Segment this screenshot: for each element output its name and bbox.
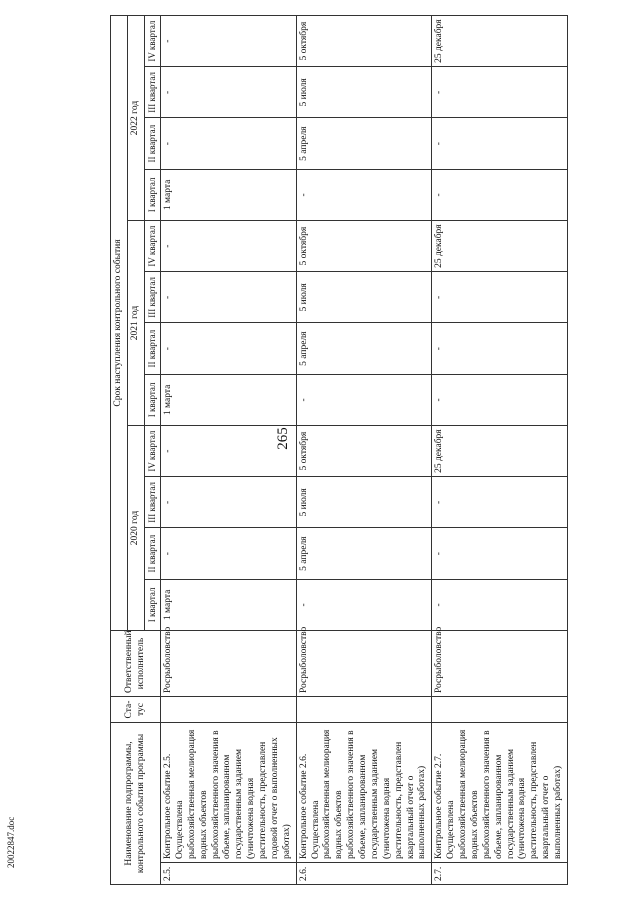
- header-quarter: I квартал: [144, 579, 160, 630]
- deadline-cell: 5 апреля: [296, 323, 432, 374]
- deadline-cell: -: [161, 323, 297, 374]
- header-year-2022: 2022 год: [127, 16, 144, 221]
- header-quarter: III квартал: [144, 272, 160, 323]
- event-status: [296, 697, 432, 723]
- deadline-cell: 1 марта: [161, 579, 297, 630]
- control-events-table: [110, 15, 568, 885]
- header-quarter: II квартал: [144, 323, 160, 374]
- deadline-cell: -: [296, 579, 432, 630]
- deadline-cell: 5 июля: [296, 67, 432, 118]
- deadline-cell: 5 апреля: [296, 528, 432, 579]
- table-row: [432, 16, 568, 885]
- header-quarter: I квартал: [144, 374, 160, 425]
- deadline-cell: -: [161, 16, 297, 67]
- deadline-cell: -: [432, 272, 568, 323]
- deadline-cell: -: [161, 426, 297, 477]
- header-executor-column: Ответственный исполнитель: [111, 631, 161, 697]
- deadline-cell: -: [432, 528, 568, 579]
- deadline-cell: -: [432, 374, 568, 425]
- deadline-cell: -: [161, 221, 297, 272]
- deadline-cell: -: [432, 477, 568, 528]
- deadline-cell: -: [432, 67, 568, 118]
- event-name: Контрольное событие 2.5. Осуществлена рыбохозяйственная мелиорация водных объектов рыбохозяйственного значения в объеме, запланированном государственным заданием (уничтожена водная растительность, представлен годовой отчет о выполненных работах): [161, 723, 297, 863]
- header-quarter: IV квартал: [144, 426, 160, 477]
- header-quarter: II квартал: [144, 528, 160, 579]
- header-year-2020: 2020 год: [127, 426, 144, 631]
- header-deadline-group: Срок наступления контрольного события: [111, 16, 128, 631]
- deadline-cell: 25 декабря: [432, 16, 568, 67]
- deadline-cell: -: [432, 579, 568, 630]
- deadline-cell: -: [432, 323, 568, 374]
- deadline-cell: -: [161, 528, 297, 579]
- header-quarter: IV квартал: [144, 16, 160, 67]
- row-number: 2.7.: [432, 863, 568, 885]
- table-body: [161, 16, 568, 885]
- deadline-cell: 5 июля: [296, 477, 432, 528]
- header-quarter: III квартал: [144, 67, 160, 118]
- row-number: 2.6.: [296, 863, 432, 885]
- deadline-cell: 5 апреля: [296, 118, 432, 169]
- document-footer: 20022847.doc: [6, 816, 16, 868]
- deadline-cell: -: [432, 118, 568, 169]
- deadline-cell: 1 марта: [161, 169, 297, 220]
- deadline-cell: 1 марта: [161, 374, 297, 425]
- deadline-cell: 5 октября: [296, 16, 432, 67]
- deadline-cell: 25 декабря: [432, 221, 568, 272]
- deadline-cell: 25 декабря: [432, 426, 568, 477]
- event-status: [161, 697, 297, 723]
- event-executor: Росрыболовство: [432, 631, 568, 697]
- deadline-cell: 5 октября: [296, 426, 432, 477]
- deadline-cell: 5 июля: [296, 272, 432, 323]
- event-executor: Росрыболовство: [161, 631, 297, 697]
- page-number: 265: [274, 427, 291, 450]
- header-quarter: II квартал: [144, 118, 160, 169]
- deadline-cell: -: [161, 67, 297, 118]
- header-quarter: IV квартал: [144, 221, 160, 272]
- deadline-cell: -: [296, 169, 432, 220]
- event-status: [432, 697, 568, 723]
- header-quarter: III квартал: [144, 477, 160, 528]
- event-name: Контрольное событие 2.6. Осуществлена рыбохозяйственная мелиорация водных объектов рыбохозяйственного значения в объеме, запланированном государственным заданием (уничтожена водная растительность, представлен квартальный отчет о выполненных работах): [296, 723, 432, 863]
- header-year-2021: 2021 год: [127, 221, 144, 426]
- deadline-cell: -: [161, 118, 297, 169]
- deadline-cell: -: [432, 169, 568, 220]
- deadline-cell: -: [296, 374, 432, 425]
- deadline-cell: 5 октября: [296, 221, 432, 272]
- header-status-column: Ста-тус: [111, 697, 161, 723]
- deadline-cell: -: [161, 272, 297, 323]
- table-row: [161, 16, 297, 885]
- event-executor: Росрыболовство: [296, 631, 432, 697]
- header-quarter: I квартал: [144, 169, 160, 220]
- table-row: [296, 16, 432, 885]
- event-name: Контрольное событие 2.7. Осуществлена рыбохозяйственная мелиорация водных объектов рыбохозяйственного значения в объеме, запланированном государственным заданием (уничтожена водная растительность, представлен квартальный отчет о выполненных работах): [432, 723, 568, 863]
- deadline-cell: -: [161, 477, 297, 528]
- row-number: 2.5.: [161, 863, 297, 885]
- rotated-table-container: [110, 15, 563, 885]
- header-name-column: Наименование подпрограммы, контрольного события программы: [111, 723, 161, 885]
